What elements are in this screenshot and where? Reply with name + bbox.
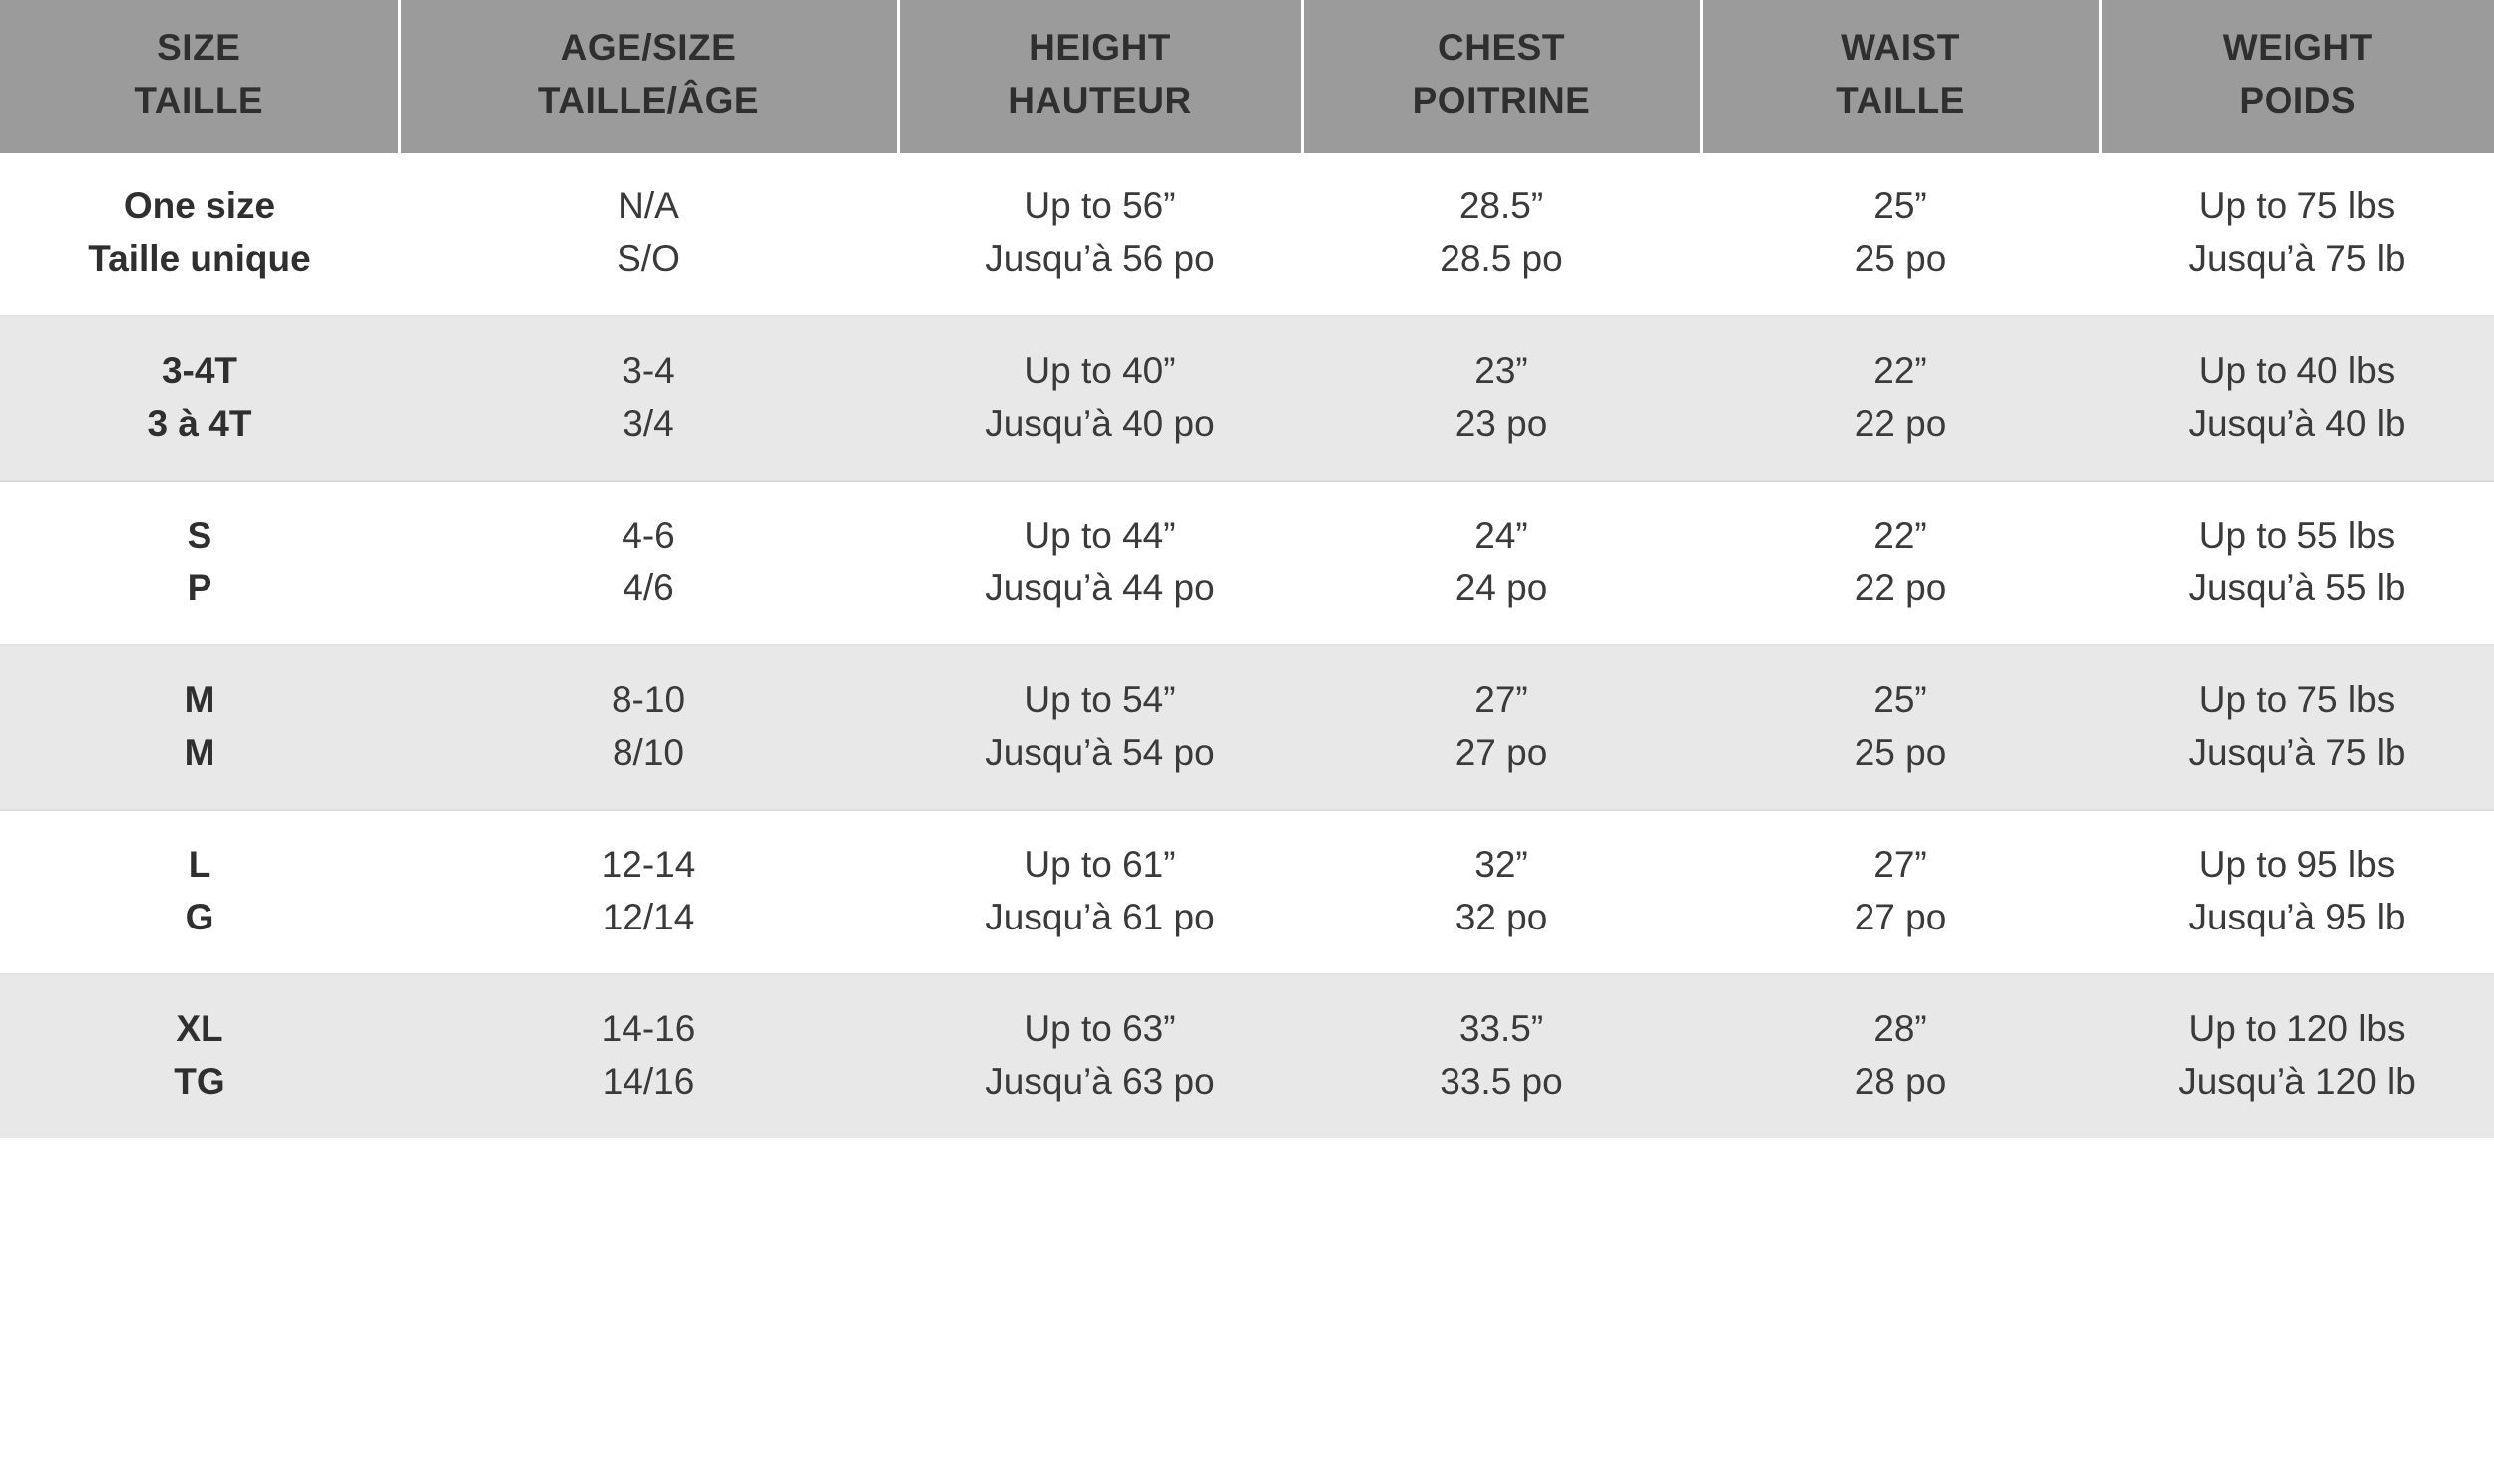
cell-height-fr: Jusqu’à 44 po — [985, 566, 1215, 608]
cell-chest-en: 27” — [1474, 679, 1528, 721]
cell-size-en: One size — [123, 186, 276, 227]
column-header-waist-en: WAIST — [1841, 27, 1960, 68]
cell-age — [399, 153, 898, 316]
cell-waist-fr: 22 po — [1854, 566, 1947, 608]
cell-weight-fr: Jusqu’à 95 lb — [2188, 896, 2406, 937]
table-row — [0, 316, 2494, 481]
header-row — [0, 0, 2494, 153]
cell-age-fr: 3/4 — [623, 402, 674, 444]
cell-height — [898, 810, 1302, 974]
column-header-chest-fr: POITRINE — [1412, 79, 1591, 121]
cell-waist-en: 25” — [1873, 679, 1927, 721]
column-header-chest — [1302, 0, 1701, 153]
column-header-age — [399, 0, 898, 153]
cell-size-fr: M — [184, 731, 215, 773]
cell-waist-en: 28” — [1873, 1008, 1927, 1050]
cell-waist — [1701, 974, 2100, 1138]
cell-size — [0, 974, 399, 1138]
cell-size-en: 3-4T — [161, 350, 238, 392]
cell-height-fr: Jusqu’à 56 po — [985, 237, 1215, 279]
cell-age-en: 8-10 — [611, 679, 686, 721]
cell-age — [399, 810, 898, 974]
column-header-size — [0, 0, 399, 153]
cell-waist — [1701, 316, 2100, 481]
column-header-age-fr: TAILLE/ÂGE — [537, 79, 760, 121]
cell-size-en: S — [187, 515, 212, 556]
cell-age-fr: 8/10 — [612, 731, 684, 773]
cell-age-en: 4-6 — [622, 515, 675, 556]
cell-waist-fr: 22 po — [1854, 402, 1947, 444]
cell-chest-fr: 28.5 po — [1440, 237, 1563, 279]
cell-height — [898, 645, 1302, 810]
cell-weight-en: Up to 55 lbs — [2198, 515, 2396, 556]
column-header-height-en: HEIGHT — [1029, 27, 1171, 68]
cell-chest-en: 28.5” — [1458, 186, 1544, 227]
cell-weight — [2100, 645, 2494, 810]
column-header-waist — [1701, 0, 2100, 153]
cell-age — [399, 481, 898, 645]
cell-age-fr: 12/14 — [602, 896, 695, 937]
cell-height — [898, 153, 1302, 316]
cell-chest-en: 32” — [1474, 844, 1528, 886]
cell-waist — [1701, 645, 2100, 810]
column-header-weight-en: WEIGHT — [2222, 27, 2373, 68]
cell-weight — [2100, 481, 2494, 645]
cell-size — [0, 481, 399, 645]
cell-weight-fr: Jusqu’à 75 lb — [2188, 237, 2406, 279]
cell-weight — [2100, 316, 2494, 481]
cell-height-en: Up to 54” — [1024, 679, 1176, 721]
cell-chest-fr: 23 po — [1455, 402, 1548, 444]
cell-chest — [1302, 810, 1701, 974]
cell-waist-fr: 28 po — [1854, 1060, 1947, 1102]
cell-age-fr: 14/16 — [602, 1060, 695, 1102]
table-row — [0, 810, 2494, 974]
column-header-chest-en: CHEST — [1438, 27, 1565, 68]
cell-height-en: Up to 61” — [1024, 844, 1176, 886]
cell-height-en: Up to 63” — [1024, 1008, 1176, 1050]
column-header-weight-fr: POIDS — [2239, 79, 2357, 121]
cell-age — [399, 645, 898, 810]
cell-chest — [1302, 153, 1701, 316]
cell-chest — [1302, 974, 1701, 1138]
cell-age — [399, 316, 898, 481]
cell-age-en: 12-14 — [601, 844, 696, 886]
cell-size — [0, 645, 399, 810]
column-header-age-en: AGE/SIZE — [560, 27, 737, 68]
cell-chest-en: 23” — [1474, 350, 1528, 392]
cell-height-en: Up to 44” — [1024, 515, 1176, 556]
cell-height-en: Up to 40” — [1024, 350, 1176, 392]
cell-height — [898, 316, 1302, 481]
cell-height-en: Up to 56” — [1024, 186, 1176, 227]
cell-chest-en: 24” — [1474, 515, 1528, 556]
table-row — [0, 645, 2494, 810]
cell-chest-en: 33.5” — [1458, 1008, 1544, 1050]
column-header-size-fr: TAILLE — [134, 79, 264, 121]
cell-waist — [1701, 481, 2100, 645]
cell-height-fr: Jusqu’à 63 po — [985, 1060, 1215, 1102]
cell-size — [0, 810, 399, 974]
table-row — [0, 974, 2494, 1138]
cell-weight-en: Up to 75 lbs — [2198, 679, 2396, 721]
cell-chest-fr: 32 po — [1455, 896, 1548, 937]
cell-waist-en: 25” — [1873, 186, 1927, 227]
cell-waist-en: 22” — [1873, 515, 1927, 556]
cell-height-fr: Jusqu’à 54 po — [985, 731, 1215, 773]
column-header-height-fr: HAUTEUR — [1008, 79, 1192, 121]
cell-waist-en: 22” — [1873, 350, 1927, 392]
cell-age — [399, 974, 898, 1138]
cell-weight-en: Up to 95 lbs — [2198, 844, 2396, 886]
cell-age-fr: S/O — [617, 237, 680, 279]
column-header-waist-fr: TAILLE — [1836, 79, 1965, 121]
cell-weight-en: Up to 120 lbs — [2188, 1008, 2406, 1050]
cell-weight-en: Up to 75 lbs — [2198, 186, 2396, 227]
cell-chest — [1302, 645, 1701, 810]
cell-size-fr: 3 à 4T — [147, 402, 252, 444]
column-header-weight — [2100, 0, 2494, 153]
column-header-height — [898, 0, 1302, 153]
cell-waist-en: 27” — [1873, 844, 1927, 886]
cell-height-fr: Jusqu’à 61 po — [985, 896, 1215, 937]
table-body — [0, 153, 2494, 1138]
cell-age-en: 14-16 — [601, 1008, 696, 1050]
cell-height — [898, 974, 1302, 1138]
cell-age-fr: 4/6 — [623, 566, 674, 608]
cell-waist-fr: 27 po — [1854, 896, 1947, 937]
cell-size-fr: P — [187, 566, 212, 608]
cell-chest-fr: 27 po — [1455, 731, 1548, 773]
cell-size-fr: TG — [174, 1060, 225, 1102]
cell-weight-fr: Jusqu’à 55 lb — [2188, 566, 2406, 608]
cell-chest-fr: 33.5 po — [1440, 1060, 1563, 1102]
cell-size — [0, 153, 399, 316]
cell-size-en: XL — [176, 1008, 223, 1050]
cell-height — [898, 481, 1302, 645]
cell-weight — [2100, 810, 2494, 974]
cell-waist-fr: 25 po — [1854, 237, 1947, 279]
cell-waist-fr: 25 po — [1854, 731, 1947, 773]
column-header-size-en: SIZE — [157, 27, 241, 68]
cell-size — [0, 316, 399, 481]
cell-waist — [1701, 153, 2100, 316]
cell-age-en: 3-4 — [622, 350, 675, 392]
cell-chest — [1302, 481, 1701, 645]
table-row — [0, 153, 2494, 316]
cell-chest-fr: 24 po — [1455, 566, 1548, 608]
cell-height-fr: Jusqu’à 40 po — [985, 402, 1215, 444]
cell-size-en: M — [184, 679, 215, 721]
table-header — [0, 0, 2494, 153]
cell-weight-fr: Jusqu’à 120 lb — [2178, 1060, 2416, 1102]
cell-size-fr: G — [185, 896, 214, 937]
cell-weight — [2100, 153, 2494, 316]
cell-weight — [2100, 974, 2494, 1138]
cell-weight-fr: Jusqu’à 40 lb — [2188, 402, 2406, 444]
cell-waist — [1701, 810, 2100, 974]
cell-size-fr: Taille unique — [88, 237, 311, 279]
cell-weight-fr: Jusqu’à 75 lb — [2188, 731, 2406, 773]
cell-weight-en: Up to 40 lbs — [2198, 350, 2396, 392]
cell-size-en: L — [188, 844, 211, 886]
table-row — [0, 481, 2494, 645]
cell-age-en: N/A — [618, 186, 679, 227]
cell-chest — [1302, 316, 1701, 481]
